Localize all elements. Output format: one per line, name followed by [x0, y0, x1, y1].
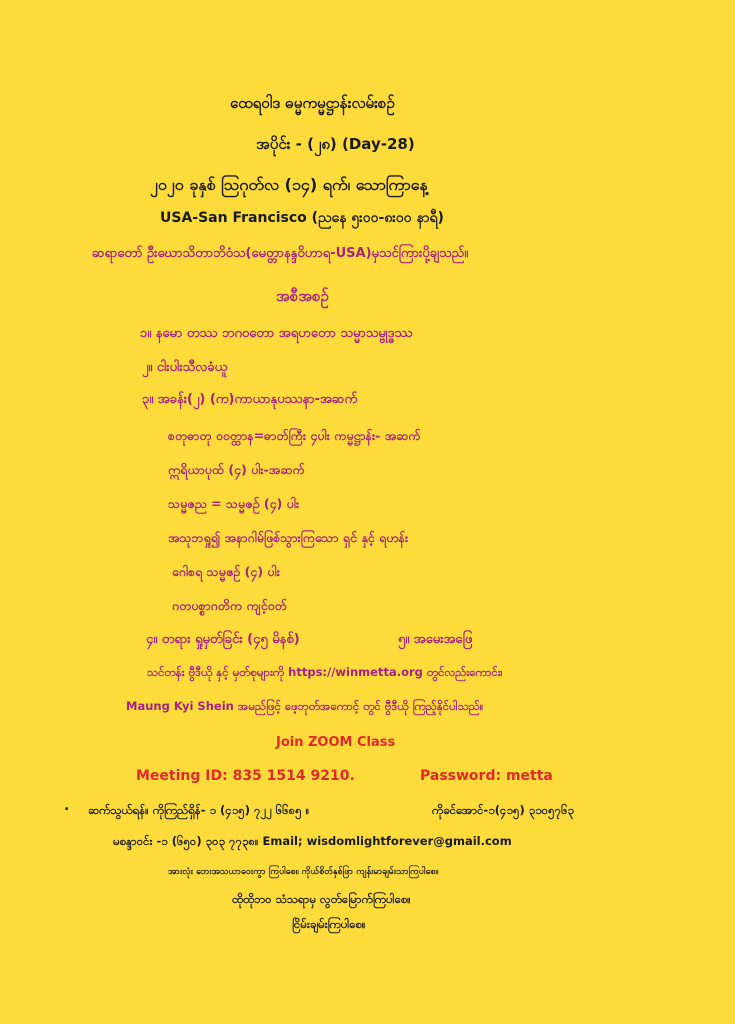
date-line: ၂၀၂၀ ခုနှစ် ဩဂုတ်လ (၁၄) ရက်၊ သောကြာနေ့ [150, 175, 428, 194]
zoom-meeting-id: Meeting ID: 835 1514 9210. [136, 768, 355, 784]
zoom-password: Password: metta [420, 768, 553, 784]
program-item-3: ၃။ အခန်း(၂) (က)ကာယာနုပဿနာ-အဆက် [142, 392, 358, 407]
zoom-join-label: Join ZOOM Class [276, 735, 396, 750]
program-subitem-5: ဂေါစရ သမ္မဇဥ် (၄) ပါး [172, 564, 280, 579]
blessing-line-1: အားလုံး ဘေးအသယာဝေးကွာ ကြပါစေ။ ကိုယ်စိတ်နှစ်ဖြာ ကျန်းမာချမ်းသာကြပါစေ။ [168, 867, 439, 877]
program-subitem-2: ဣရိယာပုထ် (၄) ပါး-အဆက် [168, 462, 305, 477]
location-line: USA-San Francisco (ညနေ ၅း၀၀-၈း၀၀ နာရီ) [160, 210, 444, 226]
contact-line-1b: ကိုခင်အောင်-၁(၄၁၅) ၃၁၀၅၇၆၃ [432, 803, 575, 817]
program-item-4: ၄။ တရား ရှုမှတ်ခြင်း (၄၅ မိနစ်) [146, 632, 300, 647]
teacher-line: ဆရာတော် ဦးဃောသိတာဘိဝံသ(မေတ္တာနန္ဒဝိဟာရ-USA)မှသင်ကြားပို့ချသည်။ [92, 246, 469, 261]
part-label: အပိုင်း - (၂၈) (Day-28) [256, 135, 415, 153]
contact-line-1: ဆက်သွယ်ရန်။ ကိုကြည်ရှိန်- ၁ (၄၁၅) ၇၂၂ ၆၆၈၅ ။ [88, 803, 310, 817]
contact-bullet: . [64, 798, 70, 814]
contact-line-2: မစန္ဒာဝင်း -၁ (၆၅၀) ၃၀၃ ၇၇၃၈။ Email; wisdomlightforever@gmail.com [113, 834, 512, 848]
blessing-line-3: ငြိမ်းချမ်းကြပါစေ။ [292, 917, 366, 931]
program-subitem-4: အသုဘရှု၍ အနာဂါမ်ဖြစ်သွားကြသော ရှင် နှင့် ရဟန်း [168, 530, 409, 545]
program-heading: အစီအစဥ် [276, 287, 329, 305]
program-subitem-6: ဂတပစ္စာဂတိက ကျင့်ဝတ် [172, 598, 287, 613]
video-resources-line: သင်တန်း ဗွီဒီယို နှင့် မှတ်စုများကို https://winmetta.org တွင်လည်းကောင်း၊ [147, 665, 503, 679]
program-item-5: ၅။ အမေးအဖြေ [398, 632, 473, 647]
course-title: ထေရဝါဒ ဓမ္မကမ္မဋ္ဌာန်းလမ်းစဥ် [230, 94, 395, 112]
program-item-1: ၁။ နမော တဿ ဘဂဝတော အရဟတော သမ္မာသမ္ဗုဒ္ဓဿ [140, 326, 413, 341]
program-subitem-3: သမ္မဇည = သမ္မဇဥ် (၄) ပါး [168, 496, 300, 511]
program-subitem-1: စတုဓာတု ဝဝတ္ထာန=ဓာတ်ကြီး ၄ပါး ကမ္မဋ္ဌာန်း- အဆက် [168, 428, 421, 443]
program-item-2: ၂။ ငါးပါးသီလခံယူ [142, 360, 228, 375]
blessing-line-2: ထိုထိုဘ၀ သံသရာမှ လွတ်မြောက်ကြပါစေ။ [232, 892, 411, 906]
facebook-line: Maung Kyi Shein အမည်ဖြင့် ဖေ့ဘုတ်အကောင့် တွင် ဗွီဒီယို ကြည့်နိုင်ပါသည်။ [126, 699, 484, 713]
